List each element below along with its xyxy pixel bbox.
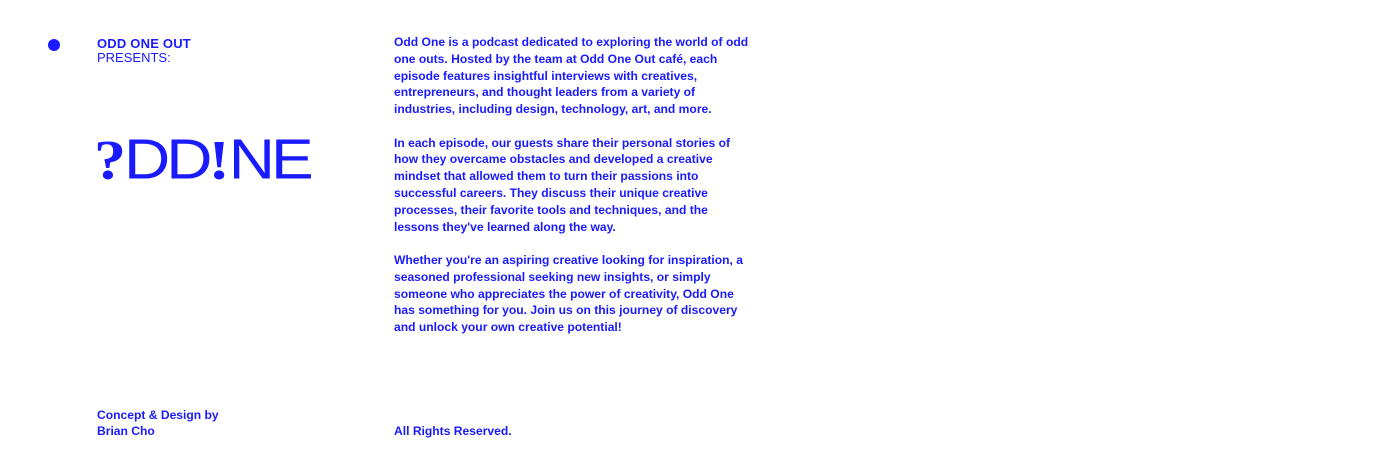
logo-question-mark: ? (94, 128, 124, 191)
logo-part-ne: NE (228, 127, 310, 191)
presents-label: PRESENTS: (97, 50, 171, 65)
logo-part-dd: DD (124, 127, 209, 191)
description-paragraph-3: Whether you're an aspiring creative looking for inspiration, a seasoned professional seeking new insights, or simply someone who appreciates the power of creativity, Odd One has something for you. Join us on this journey of discovery and unlock your own creative potential! (394, 252, 743, 335)
description-paragraph-1: Odd One is a podcast dedicated to exploring the world of odd one outs. Hosted by the team at Odd One Out café, each episode features insightful interviews with creatives, entrepreneurs, and thought leaders from a variety of industries, including design, technology, art, and more. (394, 35, 749, 117)
brand-dot-icon (48, 39, 60, 51)
logo-exclamation-mark: ! (208, 128, 229, 191)
header (97, 37, 191, 65)
description-paragraph-2: In each episode, our guests share their personal stories of how they overcame obstacles and developed a creative mindset that allowed them to turn their passions into successful careers. They discuss their unique creative processes, their favorite tools and techniques, and the lessons they've learned along the way. (394, 135, 731, 234)
brand-name: ODD ONE OUT (97, 36, 191, 51)
design-credit (97, 407, 219, 439)
credit-line-1: Concept & Design by (97, 408, 219, 422)
credit-line-2: Brian Cho (97, 424, 155, 438)
description (394, 34, 756, 353)
oddone-logo (94, 127, 310, 191)
rights-notice: All Rights Reserved. (394, 424, 512, 438)
